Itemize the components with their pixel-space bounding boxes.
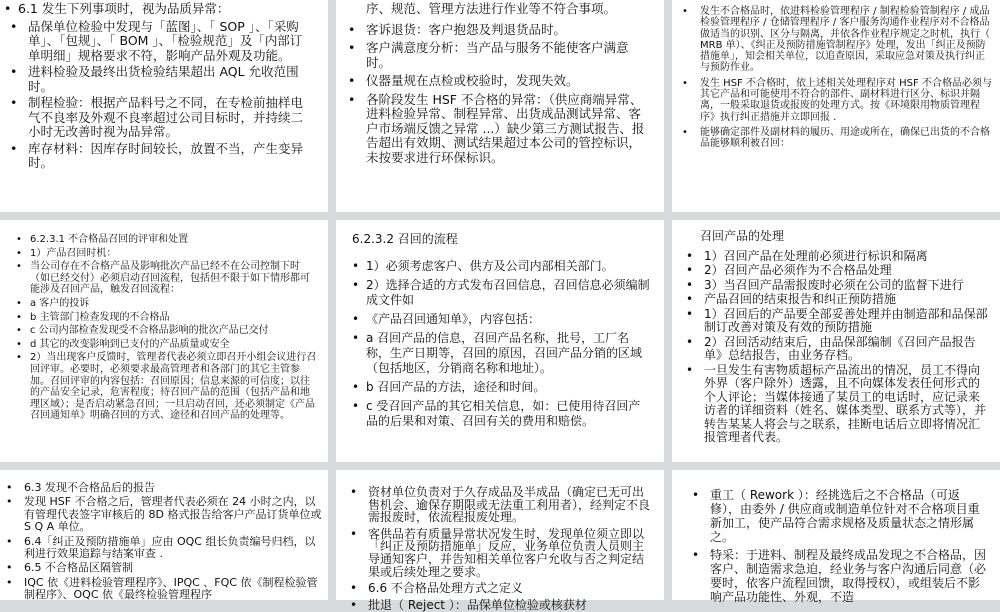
bullet-text: c 公司内部检查发现受不合格品影响的批次产品已交付 bbox=[30, 325, 269, 337]
list-item: • 6.2.3.1 不合格品召回的评审和处置 bbox=[16, 234, 318, 246]
bullet-text: IQC 依《进料检验管理程序》、IPQC 、FQC 依《制程检验管制程序》、OQC 依《最终检验管理程序 bbox=[24, 575, 318, 602]
list-item: • 6.4「纠正及预防措施单」应由 OQC 组长负责编号归档，以利进行效果追踪与结案审查 . bbox=[6, 536, 322, 561]
bullet-text: 当公司存在不合格产品及影响批次产品已经不在公司控制下时（如已经交付）必须启动召回流程，包括但不限于如下情形都可能涉及召回产品，触发召回流程： bbox=[30, 261, 310, 296]
slide-panel-material-scrap bbox=[336, 470, 664, 612]
list-item: • 2）选择合适的方式发布召回信息，召回信息必须编制成文件如 bbox=[352, 278, 652, 308]
bullet-text: 客户满意度分析：当产品与服务不能使客户满意时。 bbox=[366, 40, 629, 70]
bullet-text: 资材单位负责对于久存成品及半成品（确定已无可出售机会、逾保存期限或无法重工利用者），经判定不良需报废时，依流程报废处理。 bbox=[368, 485, 651, 525]
list-item: • c 受召回产品的其它相关信息，如：已使用待召回产品的后果和对策、召回有关的费用和赔偿。 bbox=[352, 399, 652, 429]
bullet-text: 进料检验及最终出货检验结果超出 AQL 允收范围时。 bbox=[28, 64, 299, 94]
slide-panel-recall-disposal bbox=[672, 220, 1000, 462]
list-item: • 各阶段发生 HSF 不合格的异常：（供应商端异常、进料检验异常、制程异常、出货成品测试异常、客户市场端反馈之异常 ...）缺少第三方测试报告、报告超出有效期、测试结果超过本公司的管控标识，未按要求进行环保标识。 bbox=[348, 93, 650, 166]
list-item: • 1）召回后的产品要全部妥善处理并由制造部和品保部制订改善对策及有效的预防措施 bbox=[686, 308, 990, 335]
list-item: • 一旦发生有害物质超标产品流出的情况，员工不得向外界（客户除外）透露，且不向媒体发表任何形式的个人评论；当媒体接通了某员工的电话时，应记录来访者的详细资料（姓名、媒体类型、联系方式等），并转告某某人将会与之联系，挂断电话后立即将情况汇报管理者代表。 bbox=[686, 364, 990, 445]
bullet-text: 6.3 发现不合格品后的报告 bbox=[24, 481, 155, 494]
bullet-text: d 其它的改变影响到已支付的产品质量或安全 bbox=[30, 338, 230, 350]
list-item: • 品保单位检验中发现与「蓝图」、「 SOP 」、「采购单」、「包规」、「 BOM 」、「检验规范」及「内部订单明细」规格要求不符，影响产品外观及功能。 bbox=[10, 20, 314, 64]
list-item: • 发生不合格品时，依进料检验管理程序 / 制程检验管制程序 / 成品检验管理程序 / 仓储管理程序 / 客户服务沟通作业程序对不合格品做适当的识别、区分与隔离，并依各作业程序规定之时机，执行（ MRB 单）、《纠正及预防措施管制程序》处理，发出「纠正及预防措施单」，知会相关单位，以追查原因，采取应急对策及执行纠正与预防作业。 bbox=[682, 6, 990, 74]
bullet-text: 特采：于进料、制程及最终成品发现之不合格品，因客户、制造需求急迫，经业务与客户沟通后同意（必要时，依客户流程回馈，取得授权），或组装后不影响产品功能性、外观，不造 bbox=[710, 548, 987, 604]
bullet-text: 6.5 不合格品区隔管制 bbox=[24, 561, 133, 575]
bullet-text: 1）召回后的产品要全部妥善处理并由制造部和品保部制订改善对策及有效的预防措施 bbox=[704, 306, 988, 334]
bullet-text: c 受召回产品的其它相关信息，如：已使用待召回产品的后果和对策、召回有关的费用和赔偿。 bbox=[366, 399, 641, 428]
bullet-text: b 召回产品的方法，途径和时间。 bbox=[366, 380, 546, 394]
list-item: • 当公司存在不合格产品及影响批次产品已经不在公司控制下时（如已经交付）必须启动召回流程，包括但不限于如下情形都可能涉及召回产品，触发召回流程： bbox=[16, 261, 318, 296]
section-heading: 6.1 发生下列事项时，视为品质异常： bbox=[18, 1, 230, 16]
list-item: • 发现 HSF 不合格之后，管理者代表必须在 24 小时之内，以有管理代表签字审核后的 8D 格式报告给客户产品订货单位或 S Q A 单位。 bbox=[6, 495, 322, 534]
list-item: • 1）召回产品在处理前必须进行标识和隔离 bbox=[686, 250, 990, 264]
section-title: 6.2.3.2 召回的流程 bbox=[352, 232, 458, 246]
list-item: • 发生 HSF 不合格时，依上述相关处理程序对 HSF 不合格品必须与其它产品和可能使用不符合的部件、副材料进行区分、标识并隔离，一般采取退货或报废的处理方式。按《环境限用物质管理程序》执行纠正措施并立即回报 . bbox=[682, 77, 992, 123]
list-item-heading: • 6.1 发生下列事项时，视为品质异常： bbox=[4, 2, 314, 17]
bullet-text: 1）召回产品在处理前必须进行标识和隔离 bbox=[704, 248, 928, 263]
bullet-text: 2）召回产品必须作为不合格品处理 bbox=[704, 263, 892, 277]
list-item: • 仪器量规在点检或校验时，发现失效。 bbox=[348, 74, 650, 89]
list-item: • b 主管部门检查发现的不合格品 bbox=[16, 312, 318, 324]
list-item: • 1）产品召回时机： bbox=[16, 248, 318, 260]
list-item: • 6.5 不合格品区隔管制 bbox=[6, 562, 322, 574]
list-item: • 能够确定部件及副材料的履历、用途或所在，确保已出货的不合格品能够顺利被召回： bbox=[682, 126, 990, 150]
bullet-text: 1）必须考虑客户、供方及公司内部相关部门。 bbox=[366, 259, 614, 273]
bullet-text: 库存材料：因库存时间较长，放置不当，产生变异时。 bbox=[28, 140, 304, 170]
bullet-text: 《产品召回通知单》，内容包括： bbox=[366, 312, 541, 326]
bullet-text: 仪器量规在点检或校验时，发现失效。 bbox=[366, 73, 579, 88]
slide-panel-nonconformance-report bbox=[0, 470, 328, 600]
bullet-text: 发生不合格品时，依进料检验管理程序 / 制程检验管制程序 / 成品检验管理程序 / 仓储管理程序 / 客户服务沟通作业程序对不合格品做适当的识别、区分与隔离，并依各作业程序规定之时机，执行（ MRB 单）、《纠正及预防措施管制程序》处理，发出「纠正及预防措施单」，知会相关单位，以追查原因，采取应急对策及执行纠正与预防作业。 bbox=[700, 6, 990, 74]
list-item: • d 其它的改变影响到已支付的产品质量或安全 bbox=[16, 339, 318, 351]
slide-panel-anomaly-continued bbox=[336, 0, 664, 212]
bullet-text: 产品召回的结束报告和纠正预防措施 bbox=[704, 292, 897, 306]
list-item: • a 客户的投诉 bbox=[16, 298, 318, 310]
bullet-text: 各阶段发生 HSF 不合格的异常：（供应商端异常、进料检验异常、制程异常、出货成品测试异常、客户市场端反馈之异常 ...）缺少第三方测试报告、报告超出有效期、测试结果超过本公司的管控标识，未按要求进行环保标识。 bbox=[366, 91, 645, 165]
bullet-text: 6.4「纠正及预防措施单」应由 OQC 组长负责编号归档，以利进行效果追踪与结案审查 . bbox=[24, 534, 316, 561]
list-item: • 制程检验：根据产品料号之不同，在专检前抽样电气不良率及外观不良率超过公司目标时，并持续二小时无改善时视为品异常。 bbox=[10, 96, 314, 140]
list-item: • 2）召回产品必须作为不合格品处理 bbox=[686, 264, 990, 278]
list-item: • IQC 依《进料检验管理程序》、IPQC 、FQC 依《制程检验管制程序》、OQC 依《最终检验管理程序 bbox=[6, 577, 322, 602]
bullet-text: a 客户的投诉 bbox=[30, 297, 90, 309]
bullet-text: a 召回产品的信息，召回产品名称，批号，工厂名称，生产日期等，召回的原因，召回产品分销的区域（包括地区，分销商名称和地址）。 bbox=[366, 331, 643, 375]
list-item: • 2）当出现客户反馈时，管理者代表必须立即召开小组会议进行召回评审。必要时，必须要求最高管理者和各部门的其它主管参加。召回评审的内容包括：召回原因；信息来源的可信度；以往的产品安全记录，危害程度；待召回产品的范围（包括产品和地理区域）；是否启动紧急召回；一旦启动召回，还必须制定《产品召回通知单》明确召回的方式、途径和召回产品的处理等。 bbox=[16, 352, 317, 422]
list-item: • 1）必须考虑客户、供方及公司内部相关部门。 bbox=[352, 259, 652, 274]
slide-panel-recall-process bbox=[336, 220, 664, 462]
list-item: • 客户满意度分析：当产品与服务不能使客户满意时。 bbox=[348, 41, 650, 70]
bullet-text: 6.2.3.1 不合格品召回的评审和处置 bbox=[30, 234, 189, 245]
continued-text: 序、规范、管理方法进行作业等不符合事项。 bbox=[366, 1, 617, 16]
list-item: • 6.3 发现不合格品后的报告 bbox=[6, 482, 322, 494]
slide-panel-quality-anomaly bbox=[0, 0, 328, 212]
list-item: • c 公司内部检查发现受不合格品影响的批次产品已交付 bbox=[16, 325, 318, 337]
bullet-text: 2）当出现客户反馈时，管理者代表必须立即召开小组会议进行召回评审。必要时，必须要求最高管理者和各部门的其它主管参加。召回评审的内容包括：召回原因；信息来源的可信度；以往的产品安全记录，危害程度；待召回产品的范围（包括产品和地理区域）；是否启动紧急召回；一旦启动召回，还必须制定《产品召回通知单》明确召回的方式、途径和召回产品的处理等。 bbox=[30, 352, 317, 422]
list-item: • 《产品召回通知单》，内容包括： bbox=[352, 312, 652, 327]
bullet-text: b 主管部门检查发现的不合格品 bbox=[30, 311, 170, 323]
bullet-text: 批退（ Reject ）：品保单位检验或核获材 bbox=[368, 597, 587, 612]
list-item: • 进料检验及最终出货检验结果超出 AQL 允收范围时。 bbox=[10, 65, 314, 94]
bullet-text: 制程检验：根据产品料号之不同，在专检前抽样电气不良率及外观不良率超过公司目标时，并持续二小时无改善时视为品异常。 bbox=[28, 95, 304, 139]
list-item: • 3）当召回产品需报废时必须在公司的监督下进行 bbox=[686, 279, 990, 293]
slide-panel-rework-concession bbox=[672, 470, 1000, 604]
bullet-text: 品保单位检验中发现与「蓝图」、「 SOP 」、「采购单」、「包规」、「 BOM 」、「检验规范」及「内部订单明细」规格要求不符，影响产品外观及功能。 bbox=[28, 18, 303, 63]
bullet-text: 2）召回活动结束后，由品保部编制《召回产品报告单》总结报告，由业务存档。 bbox=[704, 334, 976, 362]
list-item: • 特采：于进料、制程及最终成品发现之不合格品，因客户、制造需求急迫，经业务与客户沟通后同意（必要时，依客户流程回馈，取得授权），或组装后不影响产品功能性、外观，不造 bbox=[692, 548, 987, 604]
bullet-text: 发现 HSF 不合格之后，管理者代表必须在 24 小时之内，以有管理代表签字审核后的 8D 格式报告给客户产品订货单位或 S Q A 单位。 bbox=[24, 495, 322, 534]
list-item: • 库存材料：因库存时间较长，放置不当，产生变异时。 bbox=[10, 142, 314, 171]
bullet-text: 重工（ Rework ）：经挑选后之不合格品（可返修），由委外 / 供应商或制造单位针对不合格项目重新加工，使产品符合需求规格及质量状态之情形属之。 bbox=[710, 488, 980, 544]
list-item: • a 召回产品的信息，召回产品名称，批号，工厂名称，生产日期等，召回的原因，召回产品分销的区域（包括地区，分销商名称和地址）。 bbox=[352, 331, 652, 376]
bullet-text: 2）选择合适的方式发布召回信息，召回信息必须编制成文件如 bbox=[366, 278, 650, 307]
bullet-text: 3）当召回产品需报废时必须在公司的监督下进行 bbox=[704, 277, 964, 292]
list-item: • 6.6 不合格品处理方式之定义 bbox=[350, 582, 652, 595]
list-item: • 资材单位负责对于久存成品及半成品（确定已无可出售机会、逾保存期限或无法重工利用者），经判定不良需报废时，依流程报废处理。 bbox=[350, 485, 651, 525]
slide-panel-nonconforming-handling bbox=[672, 0, 1000, 212]
list-item: • b 召回产品的方法，途径和时间。 bbox=[352, 380, 652, 395]
slide-panel-recall-review bbox=[0, 220, 328, 462]
list-item: • 批退（ Reject ）：品保单位检验或核获材 bbox=[350, 599, 652, 612]
list-item: • 产品召回的结束报告和纠正预防措施 bbox=[686, 293, 990, 307]
section-title: 召回产品的处理 bbox=[700, 229, 785, 243]
bullet-text: 客供品若有质量异常状况发生时，发现单位须立即以「纠正及预防措施单」反应，业务单位负责人员则主导通知客户，并告知相关单位客户允收与否之判定结果或后续处理之要求。 bbox=[368, 526, 645, 579]
bullet-text: 1）产品召回时机： bbox=[30, 247, 117, 259]
bullet-text: 客诉退货：客户抱怨及判退货品时。 bbox=[366, 21, 567, 37]
bullet-text: 一旦发生有害物质超标产品流出的情况，员工不得向外界（客户除外）透露，且不向媒体发表任何形式的个人评论；当媒体接通了某员工的电话时，应记录来访者的详细资料（姓名、媒体类型、联系方式等），并转告某某人将会与之联系，挂断电话后立即将情况汇报管理者代表。 bbox=[704, 362, 987, 444]
list-item: • 客诉退货：客户抱怨及判退货品时。 bbox=[348, 23, 650, 38]
list-item: • 2）召回活动结束后，由品保部编制《召回产品报告单》总结报告，由业务存档。 bbox=[686, 336, 990, 363]
list-item: • 客供品若有质量异常状况发生时，发现单位须立即以「纠正及预防措施单」反应，业务单位负责人员则主导通知客户，并告知相关单位客户允收与否之判定结果或后续处理之要求。 bbox=[350, 528, 652, 578]
bullet-text: 6.6 不合格品处理方式之定义 bbox=[368, 581, 523, 596]
bullet-text: 发生 HSF 不合格时，依上述相关处理程序对 HSF 不合格品必须与其它产品和可能使用不符合的部件、副材料进行区分、标识并隔离，一般采取退货或报废的处理方式。按《环境限用物质管理程序》执行纠正措施并立即回报 . bbox=[700, 77, 992, 123]
list-item: • 重工（ Rework ）：经挑选后之不合格品（可返修），由委外 / 供应商或制造单位针对不合格项目重新加工，使产品符合需求规格及质量状态之情形属之。 bbox=[692, 488, 986, 544]
bullet-text: 能够确定部件及副材料的履历、用途或所在，确保已出货的不合格品能够顺利被召回： bbox=[700, 126, 990, 150]
